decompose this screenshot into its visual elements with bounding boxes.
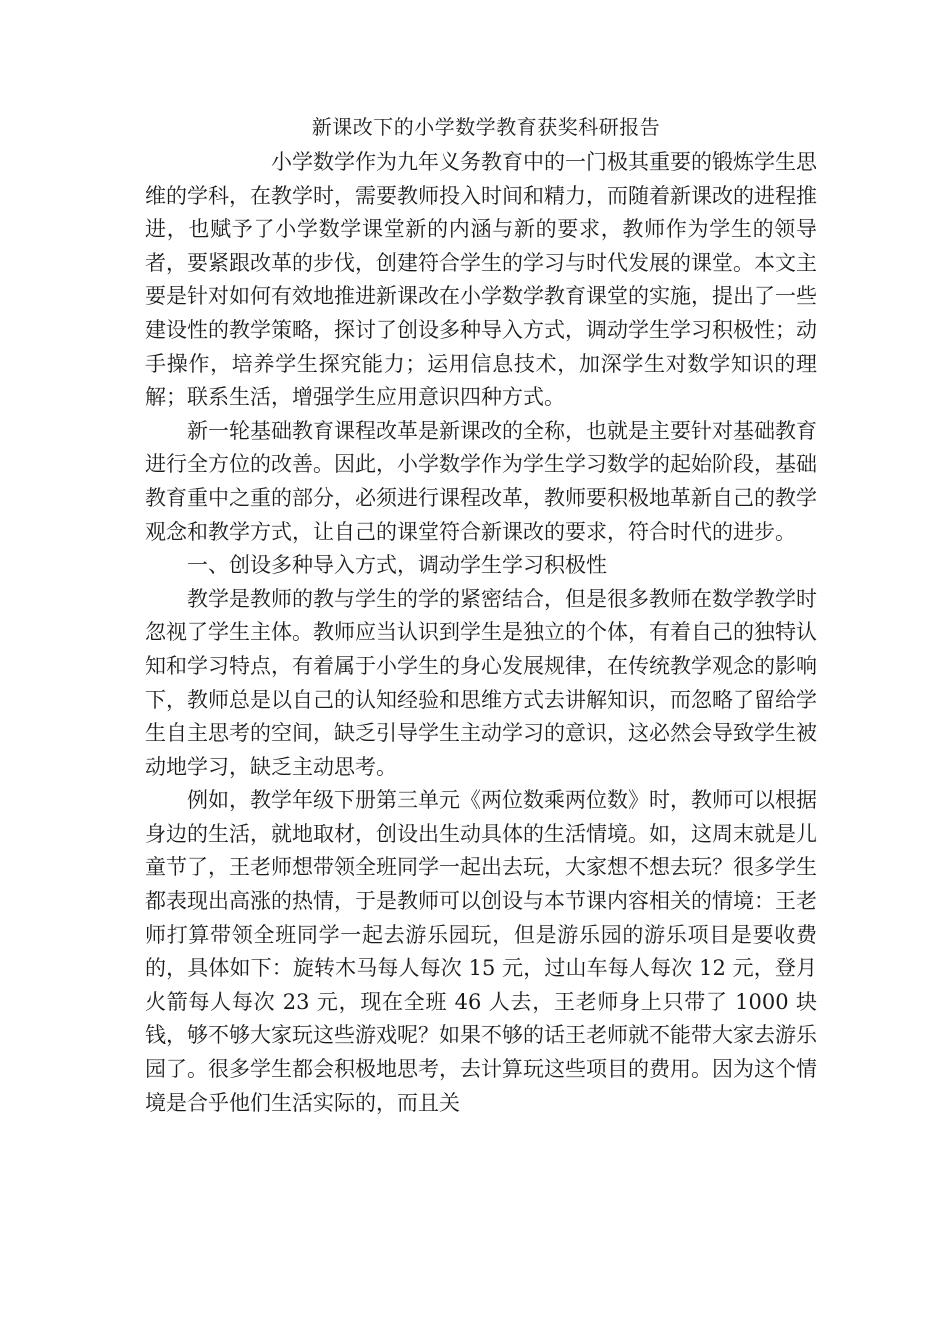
intro-paragraph: 新一轮基础教育课程改革是新课改的全称，也就是主要针对基础教育进行全方位的改善。因此，小学数学作为学生学习数学的起始阶段，基础教育重中之重的部分，必须进行课程改革，教师要积极地革新自己的教学观念和教学方式，让自己的课堂符合新课改的要求，符合时代的进步。 — [145, 418, 817, 544]
section-heading-1: 一、创设多种导入方式，调动学生学习积极性 — [187, 553, 607, 578]
body-paragraph: 教学是教师的教与学生的学的紧密结合，但是很多教师在数学教学时忽视了学生主体。教师应当认识到学生是独立的个体，有着自己的独特认知和学习特点，有着属于小学生的身心发展规律，在传统教学观念的影响下，教师总是以自己的认知经验和思维方式去讲解知识，而忽略了留给学生自主思考的空间，缺乏引导学生主动学习的意识，这必然会导致学生被动地学习，缺乏主动思考。 — [145, 586, 817, 779]
abstract-paragraph: 小学数学作为九年义务教育中的一门极其重要的锻炼学生思维的学科，在教学时，需要教师投入时间和精力，而随着新课改的进程推进，也赋予了小学数学课堂新的内涵与新的要求，教师作为学生的领导者，要紧跟改革的步伐，创建符合学生的学习与时代发展的课堂。本文主要是针对如何有效地推进新课改在小学数学教育课堂的实施，提出了一些建设性的教学策略，探讨了创设多种导入方式，调动学生学习积极性；动手操作，培养学生探究能力；运用信息技术，加深学生对数学知识的理解；联系生活，增强学生应用意识四种方式。 — [145, 150, 817, 410]
document-page — [145, 112, 817, 1120]
example-paragraph: 例如，教学年级下册第三单元《两位数乘两位数》时，教师可以根据身边的生活，就地取材，创设出生动具体的生活情境。如，这周末就是儿童节了，王老师想带领全班同学一起出去玩，大家想不想去玩？很多学生都表现出高涨的热情，于是教师可以创设与本节课内容相关的情境：王老师打算带领全班同学一起去游乐园玩，但是游乐园的游乐项目是要收费的，具体如下：旋转木马每人每次 15 元，过山车每人每次 12 元，登月火箭每人每次 23 元，现在全班 46 人去，王老师身上只带了 1000 块钱，够不够大家玩这些游戏呢？如果不够的话王老师就不能带大家去游乐园了。很多学生都会积极地思考，去计算玩这些项目的费用。因为这个情境是合乎他们生活实际的，而且关 — [145, 788, 817, 1115]
document-title: 新课改下的小学数学教育获奖科研报告 — [311, 115, 661, 139]
